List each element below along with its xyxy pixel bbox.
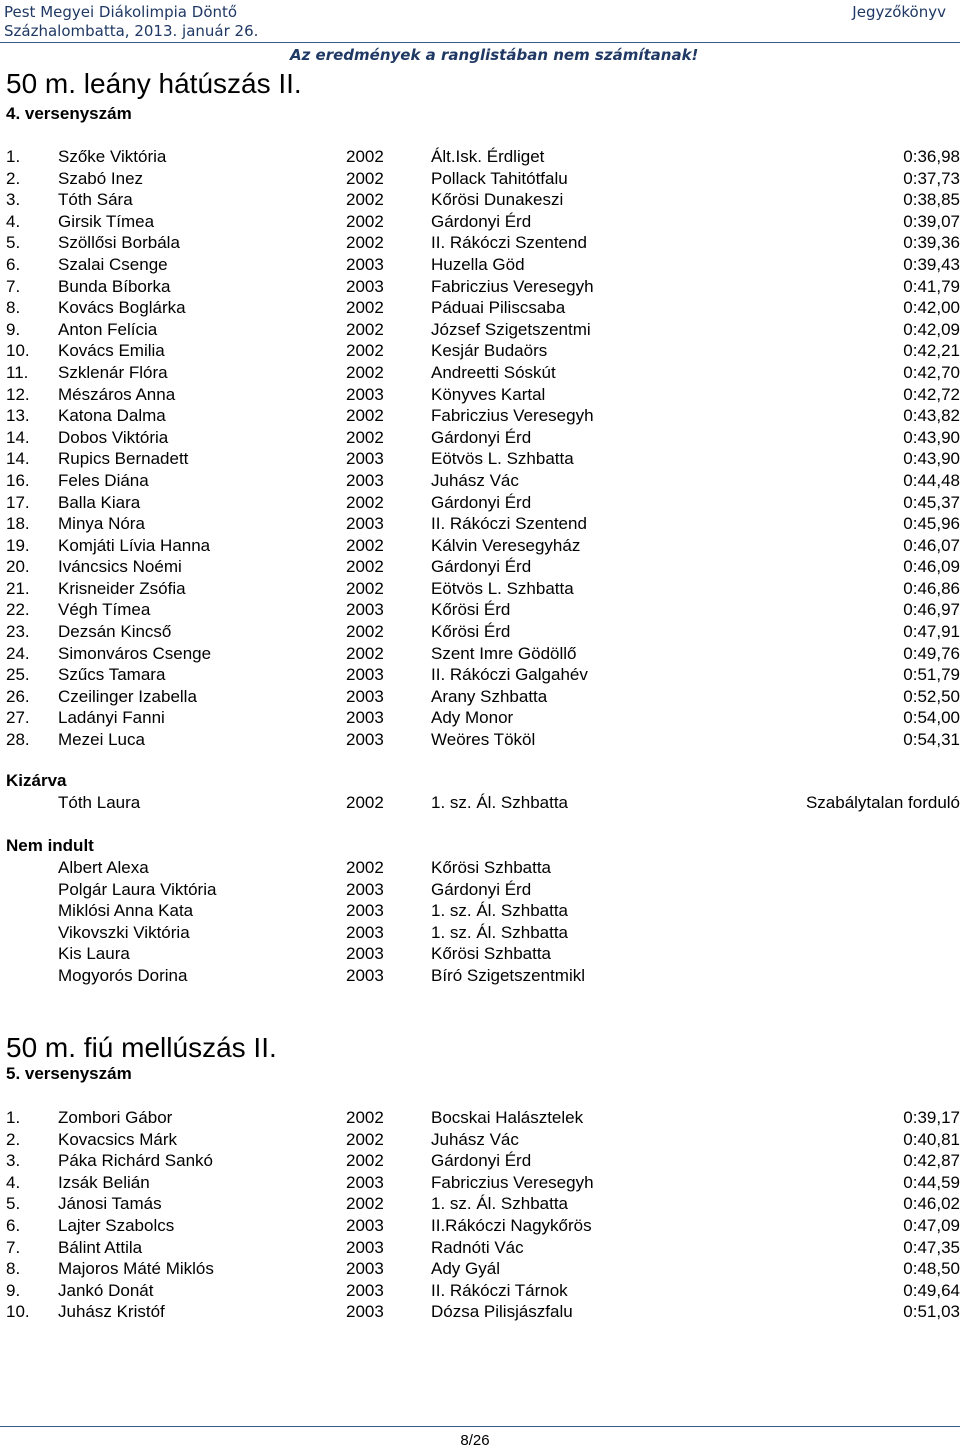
name-cell: Szklenár Flóra: [58, 362, 168, 382]
name-cell: Ladányi Fanni: [58, 708, 165, 728]
name-cell: Majoros Máté Miklós: [58, 1259, 214, 1279]
school-cell: Radnóti Vác: [431, 1237, 524, 1257]
school-cell: Fabriczius Veresegyh: [431, 406, 594, 426]
year-cell: 2003: [346, 449, 384, 469]
time-cell: 0:43,90: [903, 449, 960, 469]
year-cell: 2002: [346, 168, 384, 188]
event2-results: [0, 1107, 960, 1323]
rank-cell: 3.: [6, 190, 21, 210]
event2-subtitle: 5. versenyszám: [6, 1064, 132, 1083]
year-cell: 2003: [346, 730, 384, 750]
rank-cell: 26.: [6, 686, 30, 706]
school-cell: Pollack Tahitótfalu: [431, 168, 568, 188]
time-cell: 0:46,07: [903, 535, 960, 555]
header-location-date: Százhalombatta, 2013. január 26.: [4, 22, 259, 40]
rank-cell: 14.: [6, 427, 30, 447]
rank-cell: 4.: [6, 1172, 21, 1192]
school-cell: Fabriczius Veresegyh: [431, 1172, 594, 1192]
time-cell: 0:42,00: [903, 298, 960, 318]
name-cell: Albert Alexa: [58, 858, 149, 877]
name-cell: Kis Laura: [58, 944, 130, 964]
rank-cell: 7.: [6, 1237, 21, 1257]
time-cell: 0:52,50: [903, 686, 960, 706]
result-row: [0, 513, 960, 535]
result-row: [0, 664, 960, 686]
name-cell: Balla Kiara: [58, 492, 141, 512]
rank-cell: 14.: [6, 449, 30, 469]
school-cell: Bocskai Halásztelek: [431, 1108, 584, 1127]
rank-cell: 5.: [6, 233, 21, 253]
ranking-note: Az eredmények a ranglistában nem számítanak!: [290, 46, 699, 64]
result-row: [0, 1280, 960, 1302]
year-cell: 2002: [346, 211, 384, 231]
name-cell: Kovács Boglárka: [58, 298, 186, 318]
time-cell: 0:46,09: [903, 557, 960, 577]
time-cell: 0:44,48: [903, 470, 960, 490]
rank-cell: 10.: [6, 341, 30, 361]
name-cell: Komjáti Lívia Hanna: [58, 535, 211, 555]
name-cell: Polgár Laura Viktória: [58, 879, 217, 899]
name-cell: Zombori Gábor: [58, 1108, 173, 1127]
header-divider: [0, 42, 960, 43]
name-cell: Iváncsics Noémi: [58, 557, 182, 577]
year-cell: 2002: [346, 535, 384, 555]
name-cell: Mogyorós Dorina: [58, 965, 188, 985]
time-cell: 0:51,79: [903, 665, 960, 685]
year-cell: 2002: [346, 1108, 384, 1127]
year-cell: 2003: [346, 686, 384, 706]
school-cell: Ady Gyál: [431, 1259, 500, 1279]
time-cell: 0:42,21: [903, 341, 960, 361]
rank-cell: 9.: [6, 1280, 21, 1300]
result-row: [0, 792, 960, 814]
name-cell: Végh Tímea: [58, 600, 151, 620]
year-cell: 2003: [346, 600, 384, 620]
year-cell: 2003: [346, 708, 384, 728]
name-cell: Feles Diána: [58, 470, 149, 490]
year-cell: 2002: [346, 1151, 384, 1171]
result-row: [0, 211, 960, 233]
footer-divider: [0, 1426, 960, 1427]
dns-label: Nem indult: [6, 836, 94, 855]
school-cell: Gárdonyi Érd: [431, 427, 532, 447]
school-cell: II. Rákóczi Galgahév: [431, 665, 588, 685]
time-cell: 0:48,50: [903, 1259, 960, 1279]
name-cell: Mészáros Anna: [58, 384, 176, 404]
school-cell: Juhász Vác: [431, 1129, 519, 1149]
time-cell: 0:46,97: [903, 600, 960, 620]
result-row: [0, 297, 960, 319]
name-cell: Kovacsics Márk: [58, 1129, 178, 1149]
rank-cell: 28.: [6, 730, 30, 750]
result-row: [0, 254, 960, 276]
time-cell: 0:37,73: [903, 168, 960, 188]
year-cell: 2003: [346, 514, 384, 534]
year-cell: 2003: [346, 944, 384, 964]
school-cell: Kesjár Budaörs: [431, 341, 548, 361]
result-row: [0, 427, 960, 449]
school-cell: II. Rákóczi Szentend: [431, 514, 587, 534]
name-cell: Czeilinger Izabella: [58, 686, 197, 706]
result-row: [0, 643, 960, 665]
rank-cell: 19.: [6, 535, 30, 555]
year-cell: 2002: [346, 1129, 384, 1149]
result-row: [0, 146, 960, 168]
time-cell: 0:49,76: [903, 643, 960, 663]
result-row: [0, 189, 960, 211]
name-cell: Szűcs Tamara: [58, 665, 166, 685]
time-cell: 0:47,35: [903, 1237, 960, 1257]
school-cell: II.Rákóczi Nagykőrös: [431, 1215, 592, 1235]
result-row: [0, 1150, 960, 1172]
name-cell: Szabó Inez: [58, 168, 144, 188]
name-cell: Jánosi Tamás: [58, 1194, 162, 1214]
time-cell: 0:40,81: [903, 1129, 960, 1149]
rank-cell: 10.: [6, 1302, 30, 1322]
year-cell: 2002: [346, 319, 384, 339]
rank-cell: 23.: [6, 622, 30, 642]
name-cell: Miklósi Anna Kata: [58, 901, 194, 921]
school-cell: Kálvin Veresegyház: [431, 535, 581, 555]
rank-cell: 6.: [6, 254, 21, 274]
year-cell: 2002: [346, 578, 384, 598]
school-cell: Huzella Göd: [431, 254, 525, 274]
rank-cell: 22.: [6, 600, 30, 620]
school-cell: Gárdonyi Érd: [431, 211, 532, 231]
name-cell: Tóth Laura: [58, 793, 141, 812]
result-row: [0, 965, 960, 987]
school-cell: Könyves Kartal: [431, 384, 546, 404]
school-cell: Kőrösi Szhbatta: [431, 944, 552, 964]
result-row: [0, 448, 960, 470]
rank-cell: 5.: [6, 1194, 21, 1214]
year-cell: 2003: [346, 1215, 384, 1235]
time-cell: 0:36,98: [903, 147, 960, 166]
rank-cell: 18.: [6, 514, 30, 534]
time-cell: 0:44,59: [903, 1172, 960, 1192]
result-row: [0, 879, 960, 901]
time-cell: 0:45,96: [903, 514, 960, 534]
time-cell: 0:41,79: [903, 276, 960, 296]
year-cell: 2003: [346, 665, 384, 685]
rank-cell: 17.: [6, 492, 30, 512]
year-cell: 2002: [346, 557, 384, 577]
year-cell: 2003: [346, 1259, 384, 1279]
year-cell: 2002: [346, 362, 384, 382]
school-cell: Andreetti Sóskút: [431, 362, 556, 382]
time-cell: 0:46,02: [903, 1194, 960, 1214]
school-cell: 1. sz. Ál. Szhbatta: [431, 1194, 569, 1214]
school-cell: Gárdonyi Érd: [431, 557, 532, 577]
name-cell: Minya Nóra: [58, 514, 145, 534]
school-cell: 1. sz. Ál. Szhbatta: [431, 922, 569, 942]
school-cell: Dózsa Pilisjászfalu: [431, 1302, 573, 1322]
rank-cell: 1.: [6, 147, 21, 166]
name-cell: Katona Dalma: [58, 406, 166, 426]
year-cell: 2002: [346, 190, 384, 210]
result-row: [0, 276, 960, 298]
result-row: [0, 470, 960, 492]
rank-cell: 20.: [6, 557, 30, 577]
rank-cell: 1.: [6, 1108, 21, 1127]
name-cell: Krisneider Zsófia: [58, 578, 186, 598]
school-cell: Juhász Vác: [431, 470, 519, 490]
name-cell: Simonváros Csenge: [58, 643, 212, 663]
year-cell: 2002: [346, 643, 384, 663]
school-cell: II. Rákóczi Szentend: [431, 233, 587, 253]
name-cell: Dobos Viktória: [58, 427, 169, 447]
result-row: [0, 405, 960, 427]
year-cell: 2003: [346, 384, 384, 404]
time-cell: 0:51,03: [903, 1302, 960, 1322]
year-cell: 2002: [346, 492, 384, 512]
rank-cell: 4.: [6, 211, 21, 231]
time-cell: 0:39,07: [903, 211, 960, 231]
rank-cell: 3.: [6, 1151, 21, 1171]
result-row: [0, 599, 960, 621]
year-cell: 2002: [346, 793, 384, 812]
year-cell: 2002: [346, 341, 384, 361]
time-cell: 0:49,64: [903, 1280, 960, 1300]
time-cell: 0:47,09: [903, 1215, 960, 1235]
rank-cell: 11.: [6, 362, 29, 382]
name-cell: Lajter Szabolcs: [58, 1215, 175, 1235]
rank-cell: 8.: [6, 298, 21, 318]
school-cell: Fabriczius Veresegyh: [431, 276, 594, 296]
name-cell: Jankó Donát: [58, 1280, 154, 1300]
year-cell: 2003: [346, 965, 384, 985]
year-cell: 2003: [346, 1302, 384, 1322]
year-cell: 2003: [346, 879, 384, 899]
time-cell: Szabálytalan forduló: [805, 793, 960, 812]
rank-cell: 12.: [6, 384, 30, 404]
school-cell: Kőrösi Érd: [431, 622, 511, 642]
school-cell: Szent Imre Gödöllő: [431, 643, 577, 663]
time-cell: 0:43,82: [903, 406, 960, 426]
year-cell: 2002: [346, 298, 384, 318]
year-cell: 2002: [346, 406, 384, 426]
rank-cell: 24.: [6, 643, 30, 663]
time-cell: 0:39,43: [903, 254, 960, 274]
name-cell: Szöllősi Borbála: [58, 233, 180, 253]
school-cell: Gárdonyi Érd: [431, 492, 532, 512]
name-cell: Páka Richárd Sankó: [58, 1151, 213, 1171]
result-row: [0, 1193, 960, 1215]
rank-cell: 8.: [6, 1259, 21, 1279]
result-row: [0, 492, 960, 514]
rank-cell: 13.: [6, 406, 30, 426]
name-cell: Dezsán Kincső: [58, 622, 172, 642]
name-cell: Kovács Emilia: [58, 341, 165, 361]
school-cell: Weöres Tököl: [431, 730, 536, 750]
school-cell: Kőrösi Dunakeszi: [431, 190, 564, 210]
dns-list: [0, 857, 960, 987]
school-cell: Kőrösi Szhbatta: [431, 858, 552, 877]
name-cell: Anton Felícia: [58, 319, 158, 339]
year-cell: 2002: [346, 233, 384, 253]
time-cell: 0:46,86: [903, 578, 960, 598]
rank-cell: 21.: [6, 578, 30, 598]
year-cell: 2003: [346, 470, 384, 490]
name-cell: Mezei Luca: [58, 730, 145, 750]
result-row: [0, 943, 960, 965]
result-row: [0, 922, 960, 944]
school-cell: Bíró Szigetszentmikl: [431, 965, 585, 985]
result-row: [0, 686, 960, 708]
school-cell: Eötvös L. Szhbatta: [431, 578, 574, 598]
result-row: [0, 1301, 960, 1323]
year-cell: 2002: [346, 427, 384, 447]
school-cell: Kőrösi Érd: [431, 600, 511, 620]
time-cell: 0:38,85: [903, 190, 960, 210]
school-cell: II. Rákóczi Tárnok: [431, 1280, 568, 1300]
school-cell: 1. sz. Ál. Szhbatta: [431, 901, 569, 921]
name-cell: Izsák Belián: [58, 1172, 150, 1192]
result-row: [0, 578, 960, 600]
rank-cell: 9.: [6, 319, 21, 339]
time-cell: 0:42,87: [903, 1151, 960, 1171]
event2-title: 50 m. fiú mellúszás II.: [6, 1032, 277, 1063]
result-row: [0, 1129, 960, 1151]
year-cell: 2002: [346, 1194, 384, 1214]
rank-cell: 2.: [6, 1129, 21, 1149]
result-row: [0, 319, 960, 341]
name-cell: Rupics Bernadett: [58, 449, 189, 469]
name-cell: Juhász Kristóf: [58, 1302, 165, 1322]
event1-title: 50 m. leány hátúszás II.: [6, 68, 302, 99]
year-cell: 2003: [346, 901, 384, 921]
rank-cell: 6.: [6, 1215, 21, 1235]
name-cell: Girsik Tímea: [58, 211, 155, 231]
year-cell: 2003: [346, 276, 384, 296]
time-cell: 0:42,72: [903, 384, 960, 404]
result-row: [0, 535, 960, 557]
school-cell: Eötvös L. Szhbatta: [431, 449, 574, 469]
school-cell: Páduai Piliscsaba: [431, 298, 566, 318]
result-row: [0, 232, 960, 254]
result-row: [0, 707, 960, 729]
result-row: [0, 1258, 960, 1280]
rank-cell: 2.: [6, 168, 21, 188]
time-cell: 0:45,37: [903, 492, 960, 512]
result-row: [0, 1215, 960, 1237]
name-cell: Bálint Attila: [58, 1237, 143, 1257]
rank-cell: 25.: [6, 665, 30, 685]
time-cell: 0:54,00: [903, 708, 960, 728]
time-cell: 0:42,70: [903, 362, 960, 382]
name-cell: Tóth Sára: [58, 190, 133, 210]
school-cell: Gárdonyi Érd: [431, 1151, 532, 1171]
year-cell: 2003: [346, 922, 384, 942]
result-row: [0, 384, 960, 406]
result-row: [0, 729, 960, 751]
page-number-text: 8/26: [460, 1432, 490, 1449]
school-cell: József Szigetszentmi: [431, 319, 591, 339]
page-number: [0, 1432, 960, 1449]
header-event-name: Pest Megyei Diákolimpia Döntő: [4, 3, 238, 21]
disqualified-list: [0, 792, 960, 814]
time-cell: 0:43,90: [903, 427, 960, 447]
year-cell: 2002: [346, 858, 384, 877]
year-cell: 2003: [346, 1237, 384, 1257]
name-cell: Szalai Csenge: [58, 254, 168, 274]
result-row: [0, 340, 960, 362]
year-cell: 2002: [346, 147, 384, 166]
year-cell: 2003: [346, 1172, 384, 1192]
result-row: [0, 1237, 960, 1259]
time-cell: 0:39,17: [903, 1108, 960, 1127]
result-row: [0, 1172, 960, 1194]
name-cell: Vikovszki Viktória: [58, 922, 190, 942]
result-row: [0, 1107, 960, 1129]
event1-subtitle: 4. versenyszám: [6, 104, 132, 123]
rank-cell: 7.: [6, 276, 21, 296]
result-row: [0, 168, 960, 190]
time-cell: 0:42,09: [903, 319, 960, 339]
result-row: [0, 362, 960, 384]
school-cell: 1. sz. Ál. Szhbatta: [431, 793, 569, 812]
result-row: [0, 621, 960, 643]
time-cell: 0:39,36: [903, 233, 960, 253]
result-row: [0, 556, 960, 578]
rank-cell: 16.: [6, 470, 30, 490]
school-cell: Arany Szhbatta: [431, 686, 548, 706]
time-cell: 0:54,31: [903, 730, 960, 750]
disqualified-label: Kizárva: [6, 771, 67, 790]
rank-cell: 27.: [6, 708, 30, 728]
header-doc-type: Jegyzőkönyv: [852, 3, 946, 21]
event1-results: [0, 146, 960, 751]
time-cell: 0:47,91: [903, 622, 960, 642]
result-row: [0, 857, 960, 879]
name-cell: Szőke Viktória: [58, 147, 167, 166]
year-cell: 2003: [346, 1280, 384, 1300]
name-cell: Bunda Bíborka: [58, 276, 171, 296]
year-cell: 2002: [346, 622, 384, 642]
school-cell: Ady Monor: [431, 708, 514, 728]
year-cell: 2003: [346, 254, 384, 274]
school-cell: Ált.Isk. Érdliget: [431, 147, 545, 166]
school-cell: Gárdonyi Érd: [431, 879, 532, 899]
result-row: [0, 900, 960, 922]
